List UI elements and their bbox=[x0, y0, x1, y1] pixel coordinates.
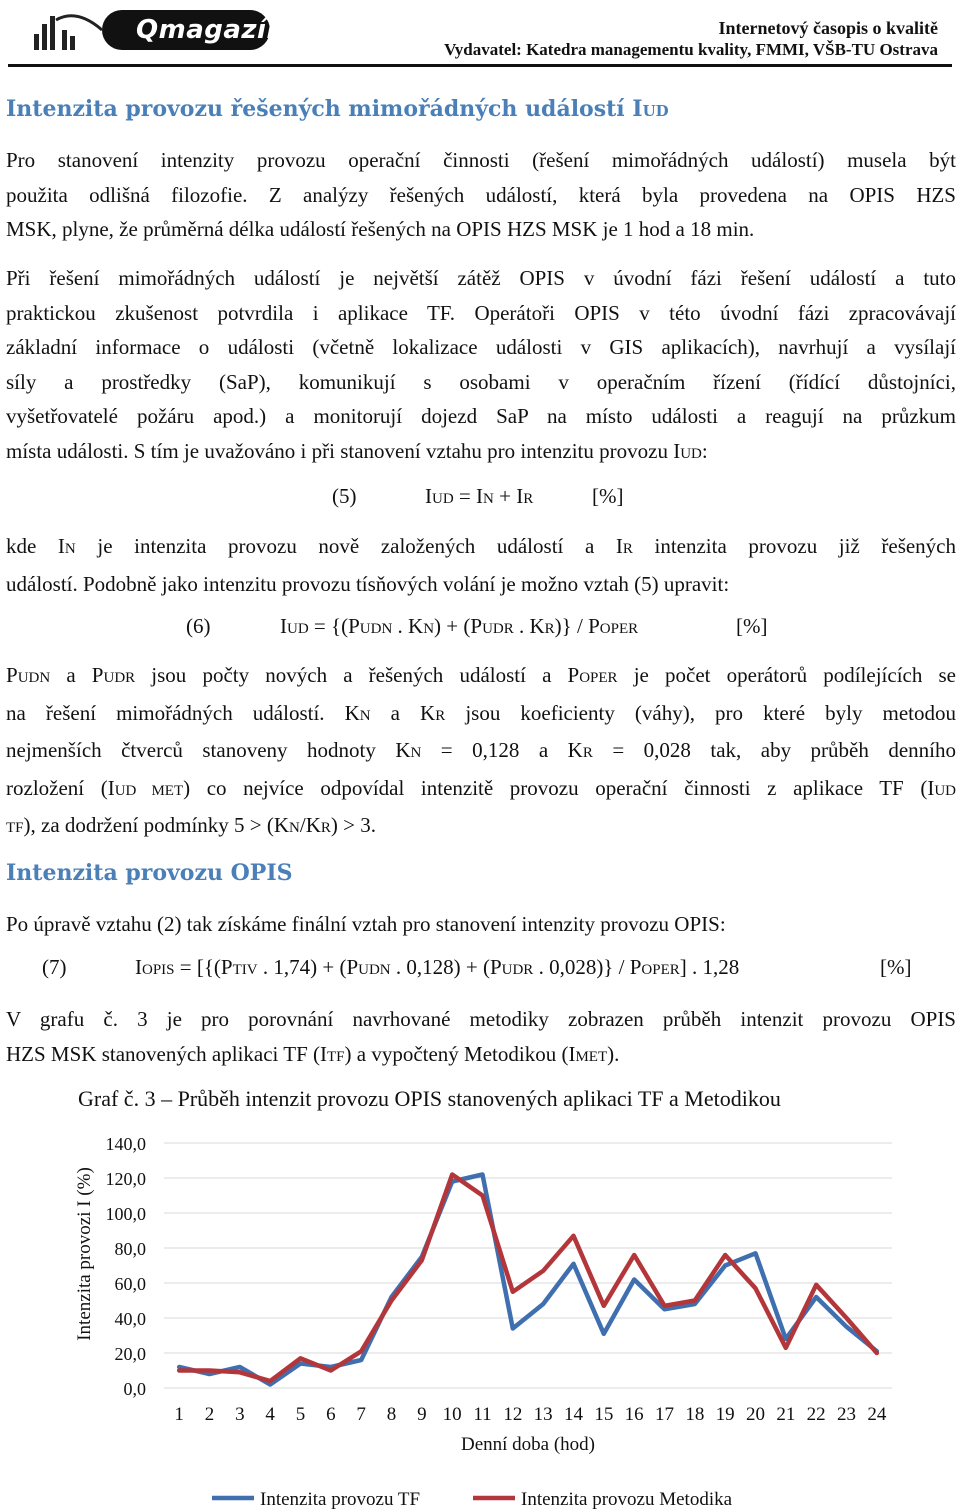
x-tick-label: 7 bbox=[356, 1404, 366, 1425]
x-tick-label: 10 bbox=[442, 1404, 462, 1425]
chart-legend bbox=[212, 1489, 733, 1510]
x-tick-label: 16 bbox=[624, 1404, 644, 1425]
y-tick-label: 100,0 bbox=[105, 1204, 146, 1224]
legend-label: Intenzita provozu TF bbox=[260, 1489, 421, 1510]
equation-7: IOPIS = [{(PTIV . 1,74) + (PUDN . 0,128) + (PUDR . 0,028)} / POPER] . 1,28 bbox=[135, 955, 740, 979]
equation-5: IUD = IN + IR bbox=[425, 484, 534, 508]
y-axis-label: Intenzita provozi I (%) bbox=[74, 1167, 95, 1341]
x-tick-label: 3 bbox=[235, 1404, 245, 1425]
text-line: HZS MSK stanovených aplikaci TF (ITF) a vypočtený Metodikou (IMET). bbox=[6, 1041, 620, 1066]
x-tick-label: 11 bbox=[473, 1404, 492, 1425]
y-tick-label: 140,0 bbox=[105, 1134, 146, 1154]
x-tick-label: 8 bbox=[386, 1404, 397, 1425]
equation-6-number: (6) bbox=[186, 614, 211, 638]
x-tick-label: 18 bbox=[685, 1404, 705, 1425]
x-tick-label: 2 bbox=[204, 1404, 215, 1425]
x-tick-label: 23 bbox=[837, 1404, 856, 1425]
text-line: událostí. Podobně jako intenzitu provozu tísňových volání je možno vztah (5) upravit: bbox=[6, 571, 730, 596]
x-tick-label: 24 bbox=[867, 1404, 887, 1425]
section-heading-iud: Intenzita provozu řešených mimořádných událostí IUD bbox=[6, 96, 669, 122]
x-tick-label: 12 bbox=[503, 1404, 523, 1425]
text-line: použita odlišná filozofie. Z analýzy řešených událostí, která byla provedena na OPIS HZS bbox=[6, 182, 956, 207]
chart-gridlines bbox=[164, 1143, 892, 1388]
paragraph-final-formula bbox=[6, 907, 956, 942]
x-tick-labels bbox=[174, 1404, 886, 1425]
y-tick-label: 40,0 bbox=[114, 1309, 146, 1329]
text-line: Při řešení mimořádných událostí je největší zátěž OPIS v úvodní fázi řešení událostí a tuto bbox=[6, 266, 956, 290]
equation-6: IUD = {(PUDN . KN) + (PUDR . KR)} / POPER bbox=[280, 614, 639, 638]
x-tick-label: 9 bbox=[417, 1404, 427, 1425]
logo-text: Qmagazín bbox=[136, 15, 286, 45]
text-line: V grafu č. 3 je pro porovnání navrhované metodiky zobrazen průběh intenzit provozu OPIS bbox=[6, 1007, 956, 1031]
x-tick-label: 6 bbox=[326, 1404, 336, 1425]
x-tick-label: 19 bbox=[715, 1404, 735, 1425]
x-tick-label: 17 bbox=[655, 1404, 674, 1425]
x-tick-label: 1 bbox=[174, 1404, 184, 1425]
paragraph-definitions bbox=[6, 529, 956, 601]
text-line: základní informace o události (včetně lokalizace události v GIS aplikacích), navrhují a vysílají bbox=[6, 335, 956, 359]
qmagazin-logo bbox=[14, 6, 286, 58]
publisher-line: Vydavatel: Katedra managementu kvality, FMMI, VŠB-TU Ostrava bbox=[444, 40, 938, 59]
text-line: kde IN je intenzita provozu nově založených událostí a IR intenzita provozu již řešených bbox=[6, 534, 957, 558]
x-tick-label: 15 bbox=[594, 1404, 614, 1425]
text-line: MSK, plyne, že průměrná délka událostí řešených na OPIS HZS MSK je 1 hod a 18 min. bbox=[6, 217, 755, 241]
header-divider bbox=[8, 64, 952, 67]
equation-7-number: (7) bbox=[42, 955, 67, 979]
x-tick-label: 4 bbox=[265, 1404, 275, 1425]
text-line: vyšetřovatelé požáru apod.) a monitorují dojezd SaP na místo události a reagují na průzkum bbox=[6, 404, 956, 428]
line-chart bbox=[0, 1120, 960, 1512]
x-axis-label: Denní doba (hod) bbox=[460, 1434, 596, 1455]
legend-label: Intenzita provozu Metodika bbox=[521, 1489, 733, 1510]
section-heading-opis: Intenzita provozu OPIS bbox=[6, 860, 293, 886]
text-line: síly a prostředky (SaP), komunikují s osobami v operačním řízení (řídící důstojníci, bbox=[6, 369, 956, 394]
equation-5-unit: [%] bbox=[592, 484, 624, 508]
paragraph-graph-intro bbox=[6, 1002, 956, 1074]
y-tick-label: 80,0 bbox=[114, 1239, 146, 1259]
equation-6-unit: [%] bbox=[736, 614, 768, 638]
y-tick-label: 20,0 bbox=[114, 1344, 146, 1364]
text-line: místa události. S tím je uvažováno i při stanovení vztahu pro intenzitu provozu IUD: bbox=[6, 438, 708, 463]
x-tick-label: 20 bbox=[746, 1404, 765, 1425]
text-line: Pro stanovení intenzity provozu operační činnosti (řešení mimořádných událostí) musela být bbox=[6, 148, 956, 172]
y-tick-label: 0,0 bbox=[123, 1379, 146, 1399]
text-line: rozložení (IUD MET) co nejvíce odpovídal intenzitě provozu operační činnosti z aplikace TF (IUD bbox=[6, 775, 956, 800]
paragraph-intro bbox=[6, 143, 956, 247]
text-line: PUDN a PUDR jsou počty nových a řešených událostí a POPER je počet operátorů podílejících se bbox=[6, 663, 956, 687]
paragraph-coefficients bbox=[6, 658, 956, 846]
text-line: Po úpravě vztahu (2) tak získáme finální vztah pro stanovení intenzity provozu OPIS: bbox=[6, 912, 726, 936]
journal-tagline: Internetový časopis o kvalitě bbox=[718, 18, 938, 38]
logo-bars-icon bbox=[32, 12, 102, 52]
x-tick-label: 5 bbox=[295, 1404, 306, 1425]
equation-7-unit: [%] bbox=[880, 955, 912, 979]
series-line-metodika bbox=[179, 1175, 877, 1382]
x-tick-label: 13 bbox=[533, 1404, 553, 1425]
page-header bbox=[0, 0, 960, 68]
text-line: nejmenších čtverců stanoveny hodnoty KN = 0,128 a KR = 0,028 tak, aby průběh denního bbox=[6, 738, 956, 762]
x-tick-label: 14 bbox=[564, 1404, 583, 1425]
text-line: na řešení mimořádných událostí. KN a KR jsou koeficienty (váhy), pro které byly metodou bbox=[6, 700, 956, 725]
y-tick-label: 120,0 bbox=[105, 1169, 146, 1189]
text-line: praktickou zkušenost potvrdila i aplikace TF. Operátoři OPIS v této úvodní fázi zpracovávají bbox=[6, 300, 956, 325]
chart-title: Graf č. 3 – Průběh intenzit provozu OPIS stanovených aplikaci TF a Metodikou bbox=[78, 1086, 781, 1111]
paragraph-opis-load bbox=[6, 261, 956, 471]
y-tick-labels bbox=[106, 1134, 147, 1399]
y-tick-label: 60,0 bbox=[114, 1274, 146, 1294]
text-line: TF), za dodržení podmínky 5 > (KN/KR) > 3. bbox=[6, 813, 376, 837]
x-tick-label: 22 bbox=[806, 1404, 826, 1425]
x-tick-label: 21 bbox=[776, 1404, 796, 1425]
equation-5-number: (5) bbox=[332, 484, 357, 508]
